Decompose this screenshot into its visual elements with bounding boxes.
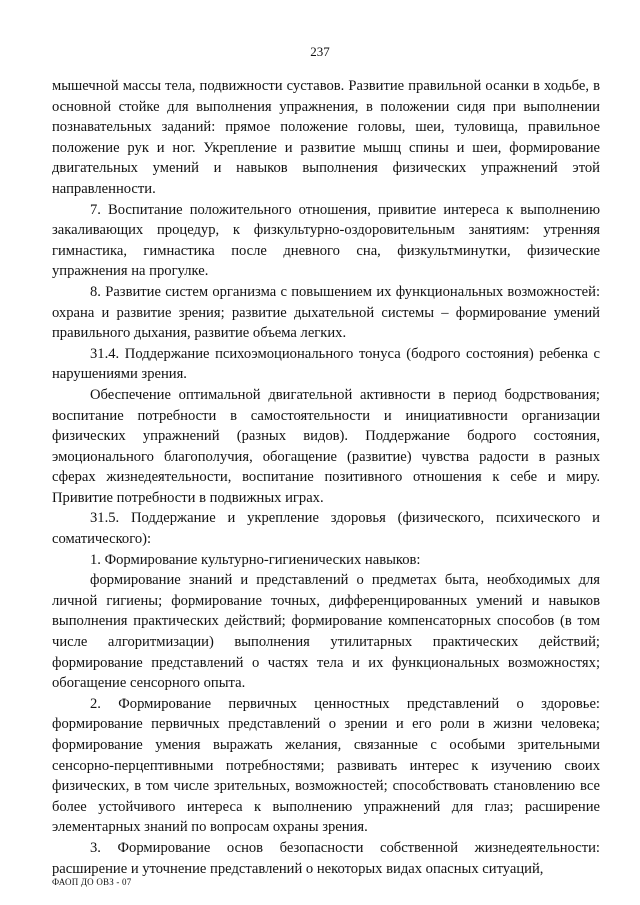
paragraph-item-1: 1. Формирование культурно-гигиенических навыков:: [90, 551, 421, 568]
document-body: [52, 76, 600, 879]
paragraph-item-3: 3. Формирование основ безопасности собственной жизнедеятельности: расширение и уточнение представлений о некоторых видах опасных ситуаций,: [52, 839, 600, 877]
page-number: 237: [310, 44, 330, 59]
page-footer: ФАОП ДО ОВЗ - 07: [52, 877, 132, 887]
paragraph-item-2: 2. Формирование первичных ценностных представлений о здоровье: формирование первичных представлений о зрении и его роли в жизни человека; формирование умения выражать желания, связанные с особыми зрительными сенсорно-перцептивными потребностями; развивать интерес к изучению своих физических, в том числе зрительных, возможностей; способствовать становлению все более устойчивого интереса к выполнению упражнений для глаз; расширение элементарных знаний по вопросам охраны зрения.: [52, 695, 600, 836]
paragraph-item-7: 7. Воспитание положительного отношения, привитие интереса к выполнению закаливающих процедур, к физкультурно-оздоровительным занятиям: утренняя гимнастика, гимнастика после дневного сна, физкультминутки, физические упражнения на прогулке.: [52, 201, 600, 280]
section-31-5-heading: 31.5. Поддержание и укрепление здоровья (физического, психического и соматического):: [52, 510, 600, 548]
paragraph-motor-activity: Обеспечение оптимальной двигательной активности в период бодрствования; воспитание потребности в самостоятельности и инициативности организации физических упражнений (разных видов). Поддержание бодрого состояния, эмоционального благополучия, обогащение (развитие) чувства радости в разных сферах жизнедеятельности, воспитание позитивного отношения к себе и миру. Привитие потребности в подвижных играх.: [52, 386, 600, 506]
section-31-4-heading: 31.4. Поддержание психоэмоционального тонуса (бодрого состояния) ребенка с нарушениями зрения.: [52, 345, 600, 383]
paragraph-hygiene-knowledge: формирование знаний и представлений о предметах быта, необходимых для личной гигиены; формирование точных, дифференцированных умений и навыков выполнения практических действий; формирование компенсаторных способов (в том числе алгоритмизации) выполнения утилитарных практических действий; формирование представлений о частях тела и их функциональных возможностях; обогащение сенсорного опыта.: [52, 572, 600, 692]
paragraph-item-8: 8. Развитие систем организма с повышением их функциональных возможностей: охрана и развитие зрения; развитие дыхательной системы – формирование умений правильного дыхания, развитие объема легких.: [52, 283, 600, 342]
paragraph-continuation: мышечной массы тела, подвижности суставов. Развитие правильной осанки в ходьбе, в основной стойке для выполнения упражнения, в положении сидя при выполнении познавательных заданий: прямое положение головы, шеи, туловища, правильное положение рук и ног. Укрепление и развитие мышц спины и шеи, формирование двигательных умений и навыков выполнения физических упражнений этой направленности.: [52, 78, 600, 197]
